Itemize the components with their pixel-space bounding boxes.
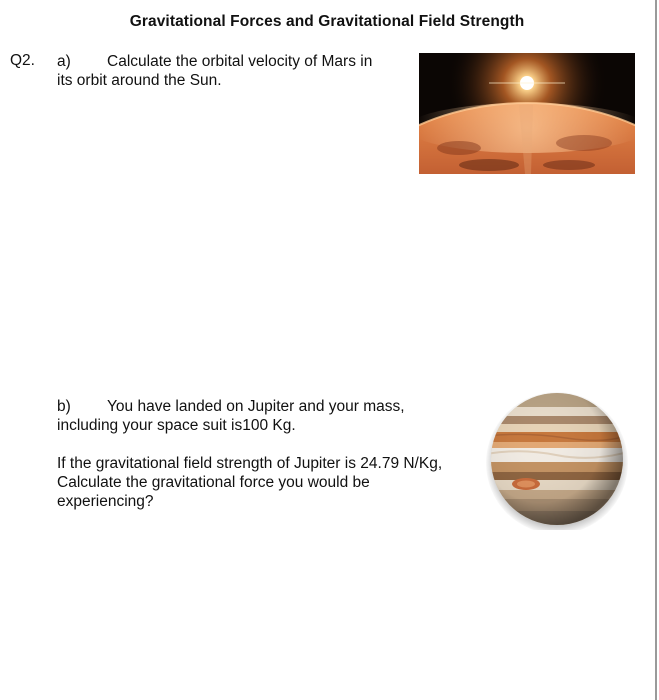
part-b-label: b): [57, 398, 71, 415]
question-part-b-paragraph-2: [57, 454, 477, 511]
question-part-a: [57, 52, 407, 90]
jupiter-planet-photo: [486, 388, 628, 530]
part-b-text-2: including your space suit is100 Kg.: [57, 417, 296, 434]
part-a-text-1: Calculate the orbital velocity of Mars in: [107, 53, 373, 70]
mars-sunrise-photo: [419, 53, 635, 174]
jupiter-image: [486, 388, 628, 530]
page-right-border: [655, 0, 657, 700]
part-a-line-1: [57, 52, 407, 71]
question-part-b: [57, 397, 477, 435]
part-b-para2-line-1: If the gravitational field strength of Jupiter is 24.79 N/Kg,: [57, 455, 443, 472]
part-a-text-2: its orbit around the Sun.: [57, 72, 222, 89]
part-b-para2-line-2: Calculate the gravitational force you would be: [57, 474, 370, 491]
part-a-label: a): [57, 53, 71, 70]
mars-image: [419, 53, 635, 174]
part-b-text-1: You have landed on Jupiter and your mass,: [107, 398, 405, 415]
question-number: Q2.: [10, 52, 35, 69]
part-b-para2-line-3: experiencing?: [57, 493, 154, 510]
part-b-line-1: [57, 397, 477, 416]
page-title: Gravitational Forces and Gravitational Field Strength: [129, 13, 525, 30]
